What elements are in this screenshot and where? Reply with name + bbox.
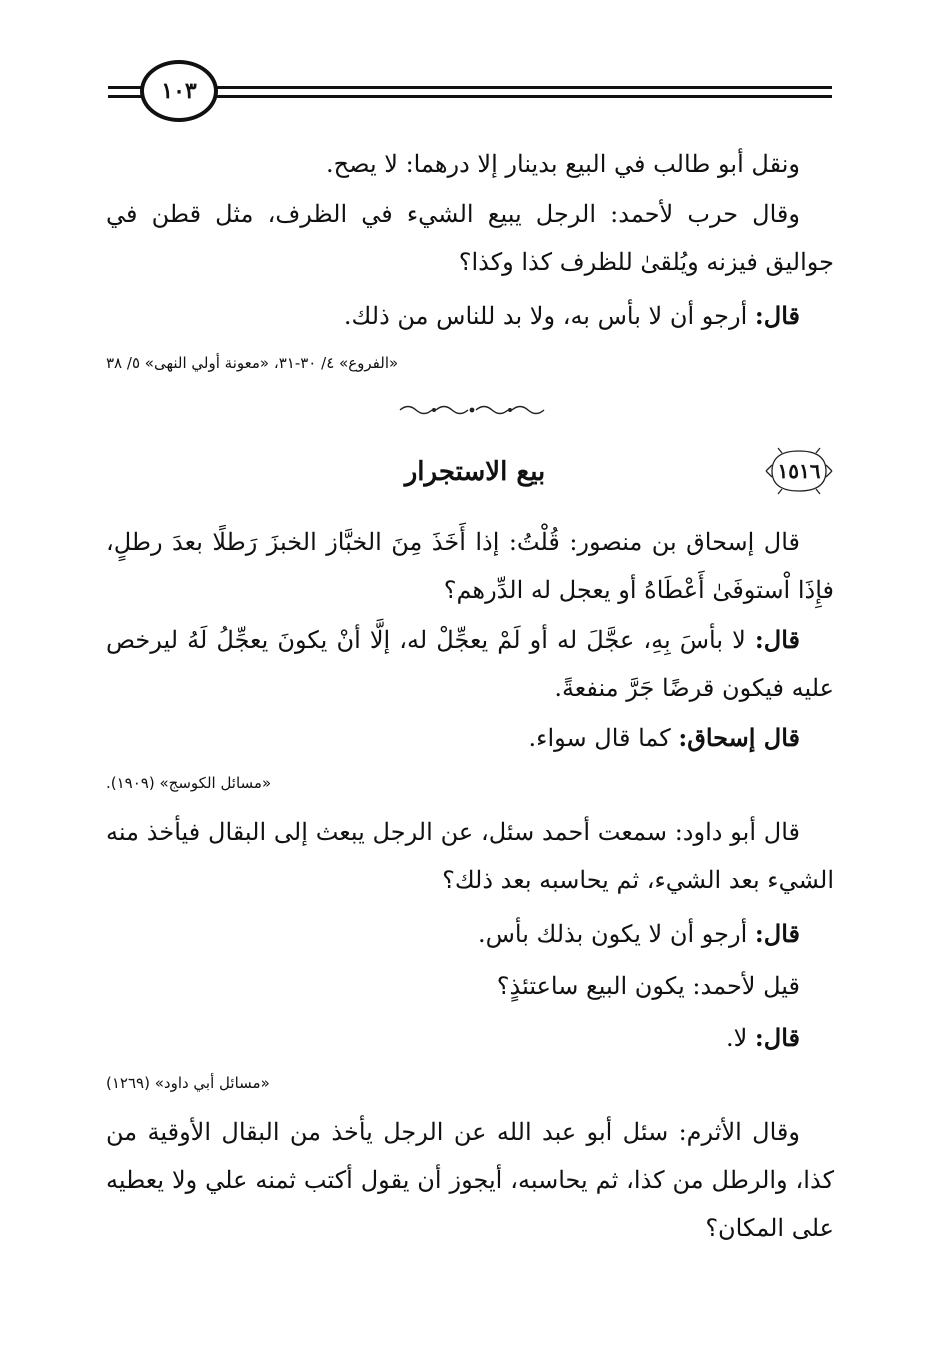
- paragraph-ishaq-comment: [106, 714, 834, 762]
- paragraph-question-ahmad: قيل لأحمد: يكون البيع ساعتئذٍ؟: [496, 972, 800, 1000]
- paragraph-abu-dawud: قال أبو داود: سمعت أحمد سئل، عن الرجل يبعث إلى البقال فيأخذ منه الشيء بعد الشيء، ثم يحاسبه بعد ذلك؟: [106, 818, 834, 894]
- qala-label: قال:: [754, 625, 800, 654]
- section-number-badge: [762, 444, 836, 498]
- qala-label: قال:: [754, 1023, 800, 1052]
- section-number: ١٥١٦: [777, 459, 821, 483]
- ornament-divider-icon: [396, 402, 548, 418]
- source-citation-2: «مسائل الكوسج» (١٩٠٩).: [106, 774, 272, 792]
- header-rule-right-top: [212, 86, 832, 89]
- answer-text: لا بأسَ بِهِ، عجَّلَ له أو لَمْ يعجِّلْ له، إلَّا أنْ يكونَ يعجِّلُ لَهُ ليرخص عليه فيكون قرضًا جَرَّ منفعةً.: [106, 626, 834, 702]
- paragraph-athram: وقال الأثرم: سئل أبو عبد الله عن الرجل يأخذ من البقال الأوقية من كذا، والرطل من كذا، ثم يحاسبه، أيجوز أن يقول أكتب ثمنه علي ولا يعطيه على المكان؟: [106, 1118, 834, 1242]
- qala-ishaq-label: قال إسحاق:: [678, 723, 800, 752]
- answer-text: أرجو أن لا بأس به، ولا بد للناس من ذلك.: [343, 302, 755, 330]
- paragraph-answer-2: [106, 616, 834, 712]
- answer-text: لا.: [725, 1024, 755, 1052]
- page-number: ١٠٣: [140, 60, 218, 122]
- source-citation-1: «الفروع» ٤/ ٣٠-٣١، «معونة أولي النهى» ٥/ ٣٨: [106, 354, 399, 372]
- paragraph-harb: وقال حرب لأحمد: الرجل يبيع الشيء في الظرف، مثل قطن في جواليق فيزنه ويُلقىٰ للظرف كذا وكذا؟: [106, 200, 834, 276]
- paragraph-answer-1: [106, 292, 834, 340]
- source-citation-3: «مسائل أبي داود» (١٢٦٩): [106, 1074, 270, 1092]
- qala-label: قال:: [754, 301, 800, 330]
- comment-text: كما قال سواء.: [528, 724, 679, 752]
- paragraph-abu-talib: ونقل أبو طالب في البيع بدينار إلا درهما: لا يصح.: [326, 150, 800, 178]
- qala-label: قال:: [754, 919, 800, 948]
- paragraph-answer-3: [106, 910, 834, 958]
- section-title: بيع الاستجرار: [404, 457, 546, 487]
- answer-text: أرجو أن لا يكون بذلك بأس.: [477, 920, 755, 948]
- paragraph-ishaq-question: قال إسحاق بن منصور: قُلْتُ: إذا أَخَذَ مِنَ الخبَّاز الخبزَ رَطلًا بعدَ رطلٍ، فإِذَا اْستوفَىٰ أَعْطَاهُ أو يعجل له الدِّرهم؟: [106, 528, 834, 604]
- header-rule-right-bottom: [212, 95, 832, 98]
- paragraph-answer-4: [106, 1014, 834, 1062]
